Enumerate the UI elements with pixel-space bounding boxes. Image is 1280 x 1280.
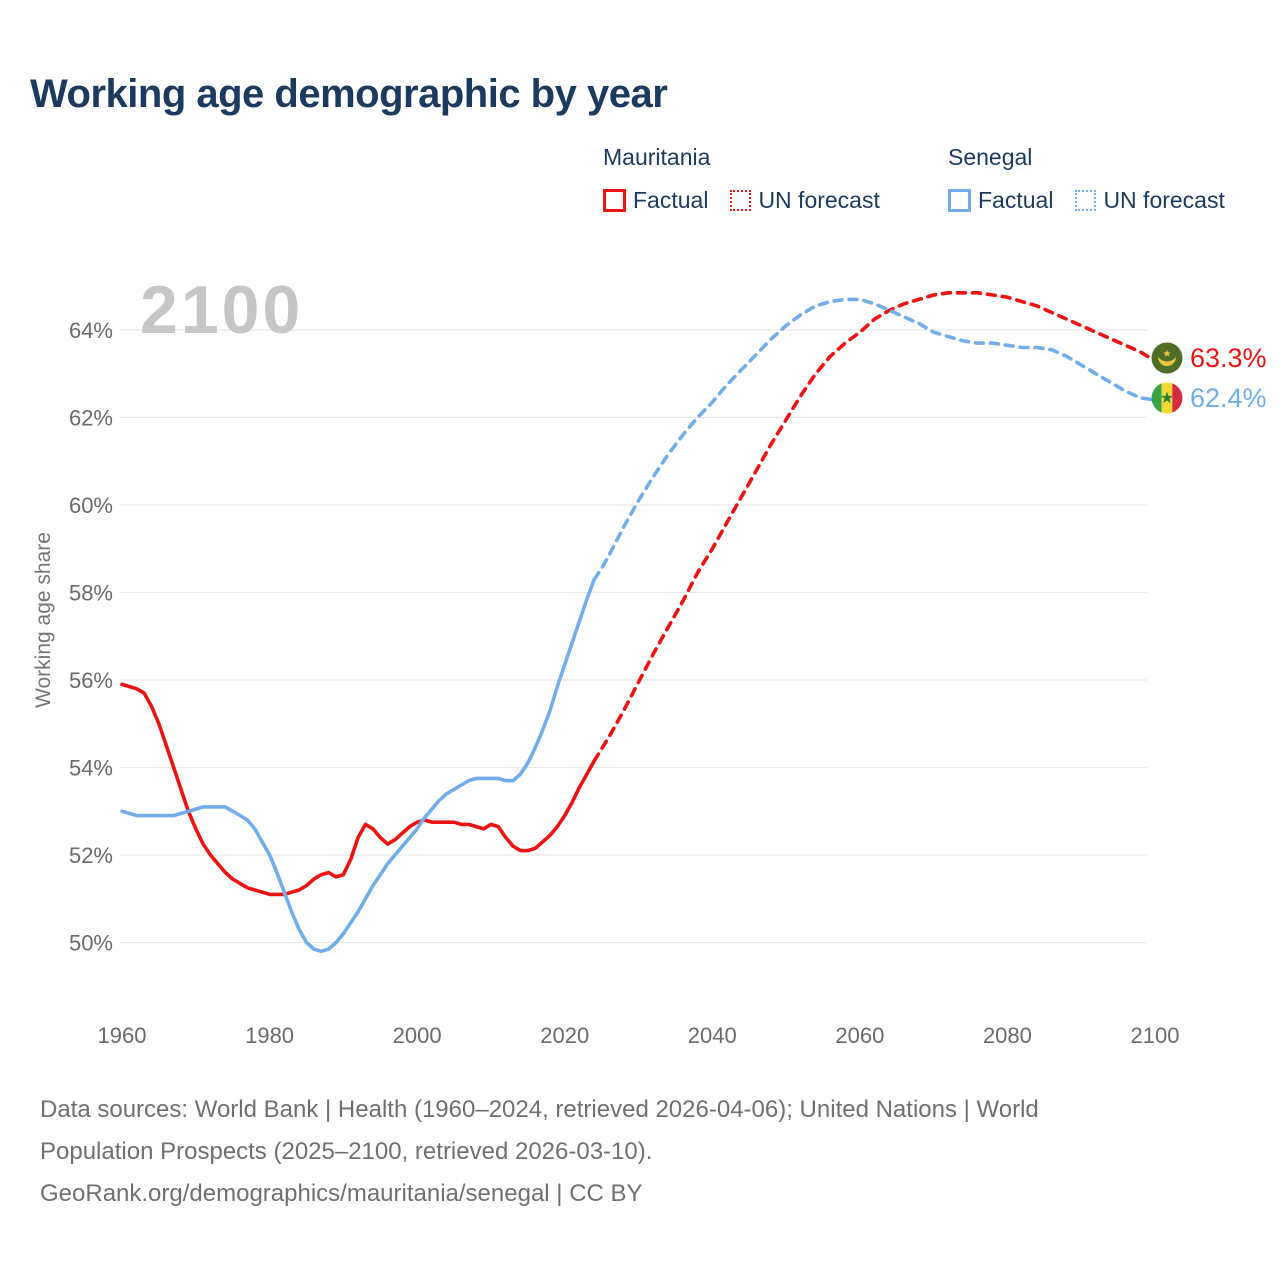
series-line-mauritania-factual (122, 684, 594, 894)
legend-item-label: UN forecast (1103, 187, 1225, 213)
x-tick-label: 1960 (97, 1023, 147, 1048)
footer-line: Data sources: World Bank | Health (1960–2024, retrieved 2026-04-06); United Nations | World (40, 1096, 1039, 1123)
series-line-senegal-un-forecast (594, 299, 1155, 579)
y-axis-title: Working age share (32, 532, 55, 708)
y-tick-label: 54% (68, 755, 113, 781)
x-tick-label: 2080 (982, 1023, 1032, 1048)
y-tick-label: 52% (68, 843, 113, 868)
y-tick-label: 64% (68, 318, 113, 343)
page-title: Working age demographic by year (30, 72, 668, 116)
x-tick-label: 2060 (835, 1023, 885, 1048)
series-line-senegal-factual (122, 579, 594, 951)
legend-item-label: Factual (978, 187, 1054, 213)
legend-item-label: UN forecast (758, 187, 880, 213)
y-tick-label: 62% (68, 405, 113, 431)
legend-group-mauritania-title: Mauritania (603, 144, 711, 170)
x-tick-label: 1980 (245, 1023, 295, 1048)
x-tick-label: 2100 (1130, 1023, 1180, 1048)
y-tick-label: 60% (68, 493, 113, 518)
x-tick-label: 2000 (392, 1023, 442, 1048)
mauritania-end-value: 63.3% (1190, 343, 1267, 373)
y-tick-label: 50% (68, 930, 113, 956)
mauritania-flag-icon (1151, 342, 1183, 374)
senegal-end-value: 62.4% (1190, 383, 1267, 413)
footer-line: GeoRank.org/demographics/mauritania/senegal | CC BY (40, 1180, 643, 1207)
footer-line: Population Prospects (2025–2100, retrieved 2026-03-10). (40, 1138, 653, 1165)
x-tick-label: 2020 (540, 1023, 590, 1048)
x-tick-label: 2040 (687, 1023, 737, 1048)
senegal-flag-icon (1151, 382, 1183, 414)
y-tick-label: 56% (68, 668, 113, 693)
data-sources-footer (40, 1089, 1039, 1215)
y-tick-label: 58% (68, 580, 113, 606)
watermark-year: 2100 (140, 272, 304, 348)
series-line-mauritania-un-forecast (594, 293, 1155, 761)
legend-group-senegal-title: Senegal (948, 144, 1033, 170)
legend-item-label: Factual (633, 187, 709, 213)
